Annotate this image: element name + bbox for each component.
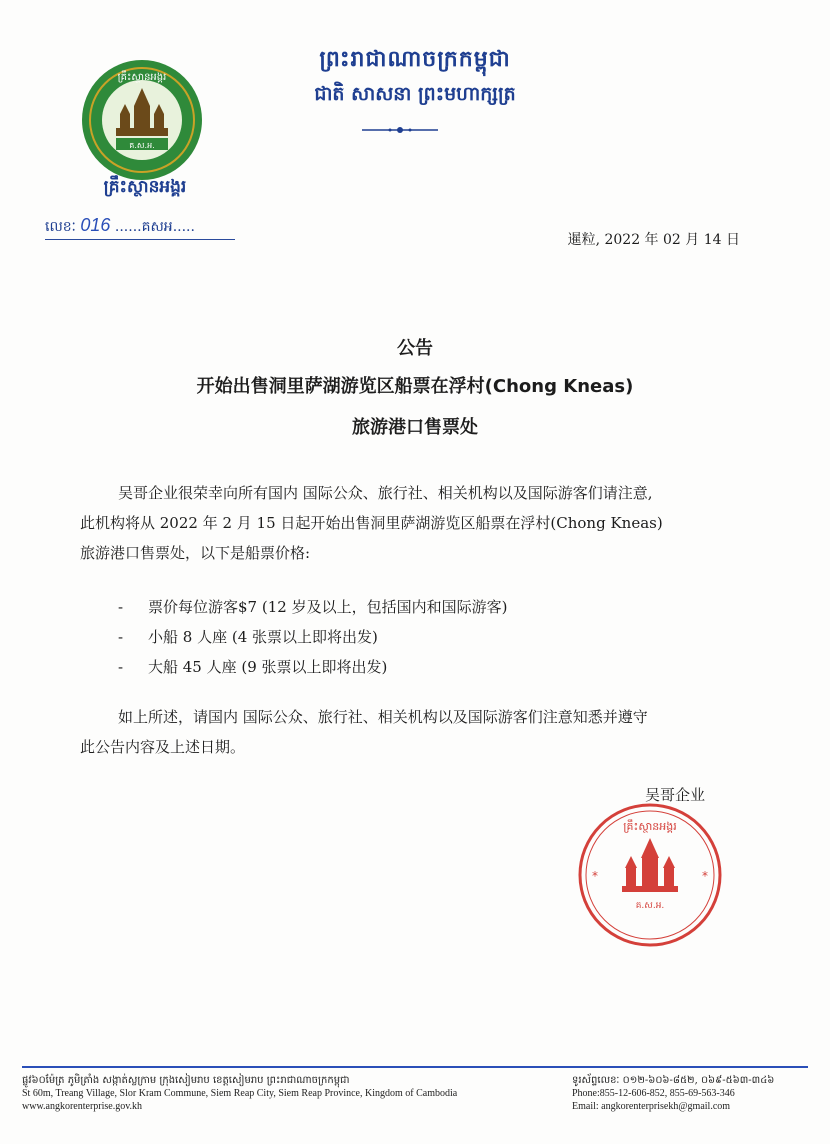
notice-heading: 公告 xyxy=(397,338,433,359)
reference-suffix: ......គសអ..... xyxy=(114,219,195,235)
address-english: St 60m, Treang Village, Slor Kram Commune, Siem Reap City, Siem Reap Province, Kingdom of Cambodia xyxy=(22,1088,458,1099)
stamp-temple-icon xyxy=(622,838,678,892)
logo-text: គ្រឹះស្ថានអង្គរ xyxy=(117,72,167,83)
footer-contact xyxy=(572,1074,812,1113)
list-item-text: 大船 45 人座 (9 张票以上即将出发) xyxy=(148,658,388,676)
website-link[interactable]: www.angkorenterprise.gov.kh xyxy=(22,1101,143,1112)
national-motto: ជាតិ សាសនា ព្រះមហាក្សត្រ xyxy=(314,83,516,105)
document-date: 暹粒, 2022 年 02 月 14 日 xyxy=(567,232,740,248)
phone-khmer: ទូរស័ព្ទលេខៈ ០១២-៦០៦-៨៥២, ០៦៩-៥៦៣-៣៤៦ xyxy=(572,1075,775,1086)
list-item xyxy=(118,592,758,622)
notice-title-line-1: 开始出售洞里萨湖游览区船票在浮村(Chong Kneas) xyxy=(196,376,634,397)
address-khmer: ផ្លូវ៦០ម៉ែត្រ ភូមិត្រាំង សង្កាត់ស្លក្រាម ក្រុងសៀមរាប ខេត្តសៀមរាប ព្រះរាជាណាចក្រកម្ពុជា xyxy=(22,1075,350,1086)
footer-divider xyxy=(22,1066,808,1068)
price-list xyxy=(118,592,758,682)
header-ornament xyxy=(360,126,440,134)
logo-code: គ.ស.អ. xyxy=(129,141,155,150)
bullet-marker: - xyxy=(118,628,124,646)
list-item-text: 小船 8 人座 (4 张票以上即将出发) xyxy=(148,628,378,646)
list-item xyxy=(118,622,758,652)
reference-label: លេខៈ xyxy=(45,219,76,235)
closing-paragraph xyxy=(80,702,740,762)
intro-paragraph xyxy=(80,478,740,568)
phone-numbers: Phone:855-12-606-852, 855-69-563-346 xyxy=(572,1088,735,1099)
official-stamp xyxy=(570,800,730,950)
closing-line: 如上所述，请国内 国际公众、旅行社、相关机构以及国际游客们注意知悉并遵守 xyxy=(118,708,648,726)
notice-title-line-2: 旅游港口售票处 xyxy=(352,417,478,438)
closing-line: 此公告内容及上述日期。 xyxy=(80,738,246,756)
list-item xyxy=(118,652,758,682)
signatory-name: 吴哥企业 xyxy=(644,786,705,804)
intro-line: 此机构将从 2022 年 2 月 15 日起开始出售洞里萨湖游览区船票在浮村(Chong Kneas) xyxy=(80,514,663,532)
svg-text:*: * xyxy=(702,869,708,883)
bullet-marker: - xyxy=(118,598,124,616)
stamp-top-text: គ្រឹះស្ថានអង្គរ xyxy=(623,820,677,833)
reference-number xyxy=(45,215,235,240)
organization-logo xyxy=(80,58,204,182)
list-item-text: 票价每位游客$7 (12 岁及以上，包括国内和国际游客) xyxy=(148,598,508,616)
bullet-marker: - xyxy=(118,658,124,676)
footer-address xyxy=(22,1074,542,1113)
svg-text:*: * xyxy=(592,869,598,883)
intro-line: 旅游港口售票处，以下是船票价格: xyxy=(80,544,311,562)
intro-line: 吴哥企业很荣幸向所有国内 国际公众、旅行社、相关机构以及国际游客们请注意, xyxy=(118,484,653,502)
stamp-code: គ.ស.អ. xyxy=(635,901,665,911)
organization-name-kh: គ្រឹះស្ថានអង្គរ xyxy=(103,177,187,197)
kingdom-heading: ព្រះរាជាណាចក្រកម្ពុជា xyxy=(319,46,511,72)
reference-value: 016 xyxy=(80,215,111,235)
email-link[interactable]: Email: angkorenterprisekh@gmail.com xyxy=(572,1101,731,1112)
